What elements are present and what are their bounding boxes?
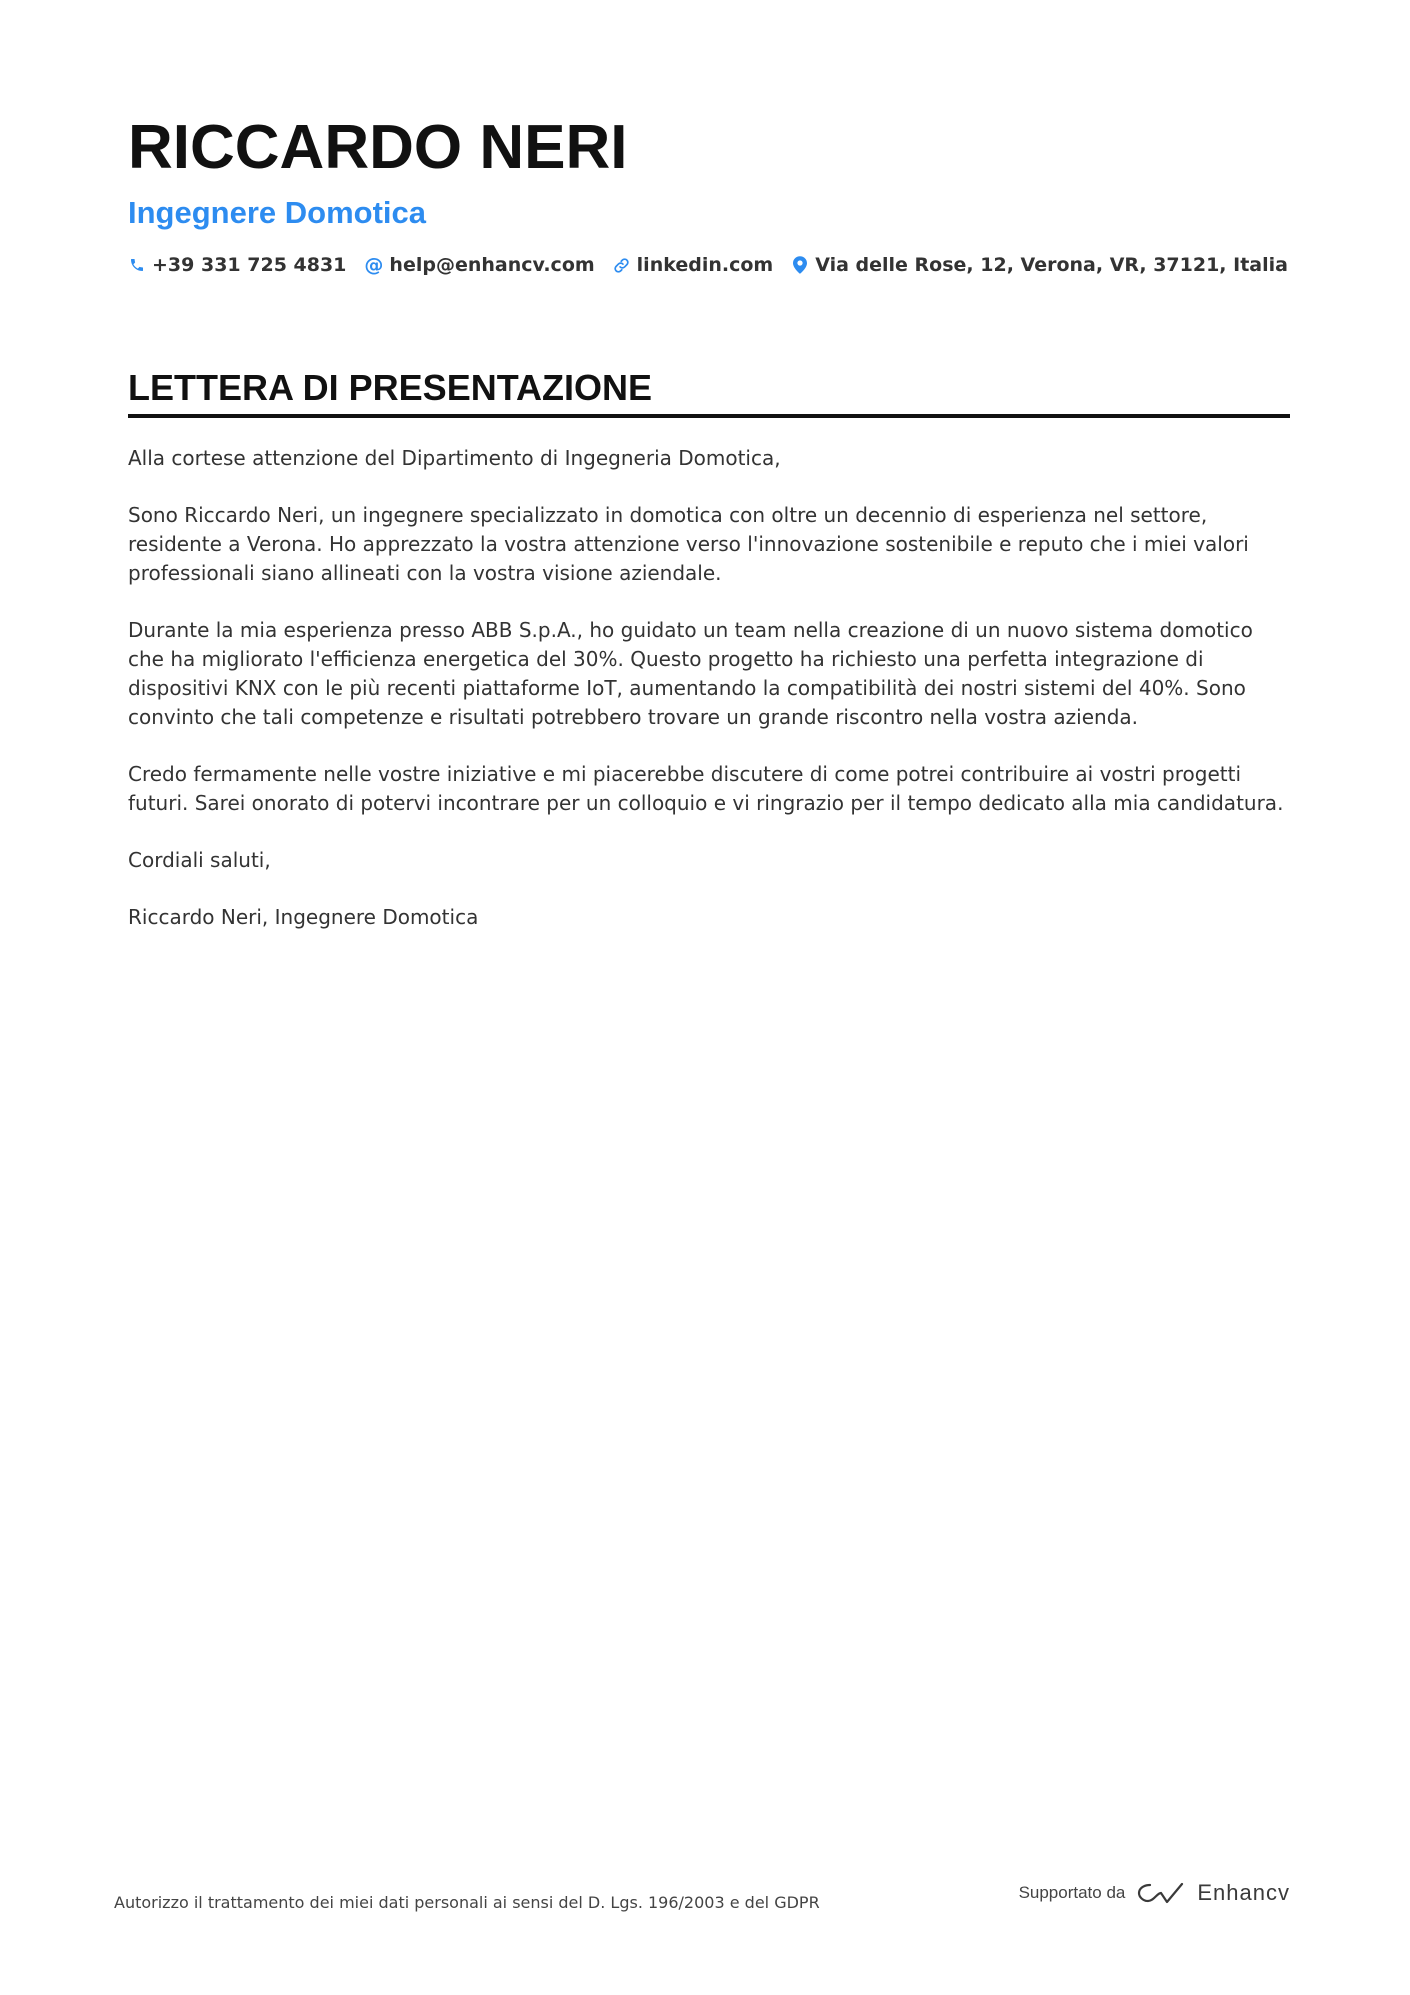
letter-closing: Cordiali saluti, bbox=[128, 848, 271, 872]
powered-by-label: Supportato da bbox=[1018, 1883, 1126, 1902]
contact-bar bbox=[128, 254, 1290, 276]
phone-icon bbox=[128, 256, 146, 274]
section-divider bbox=[128, 414, 1290, 418]
letter-paragraph: Sono Riccardo Neri, un ingegnere specializzato in domotica con oltre un decennio di esperienza nel settore, residente a Verona. Ho apprezzato la vostra attenzione verso l'innovazione sostenibile e reputo che i miei valori professionali siano allineati con la vostra visione aziendale. bbox=[128, 503, 1249, 585]
address-text: Via delle Rose, 12, Verona, VR, 37121, Italia bbox=[815, 254, 1288, 276]
cover-letter-section bbox=[128, 366, 1290, 960]
letter-body bbox=[128, 444, 1290, 932]
link-icon bbox=[613, 256, 631, 274]
website-text[interactable]: linkedin.com bbox=[636, 254, 774, 276]
letter-paragraph: Durante la mia esperienza presso ABB S.p.A., ho guidato un team nella creazione di un nuovo sistema domotico che ha migliorato l'efficienza energetica del 30%. Questo progetto ha richiesto una perfetta integrazione di dispositivi KNX con le più recenti piattaforme IoT, aumentando la compatibilità dei nostri sistemi del 40%. Sono convinto che tali competenze e risultati potrebbero trovare un grande riscontro nella vostra azienda. bbox=[128, 618, 1253, 729]
contact-address bbox=[791, 254, 1288, 276]
email-text[interactable]: help@enhancv.com bbox=[389, 254, 595, 276]
letter-paragraph: Credo fermamente nelle vostre iniziative e mi piacerebbe discutere di come potrei contribuire ai vostri progetti futuri. Sarei onorato di potervi incontrare per un colloquio e vi ringrazio per il tempo dedicato alla mia candidatura. bbox=[128, 762, 1284, 815]
candidate-role: Ingegnere Domotica bbox=[128, 195, 426, 230]
phone-text: +39 331 725 4831 bbox=[152, 254, 347, 276]
brand-name[interactable]: Enhancv bbox=[1197, 1880, 1290, 1905]
section-title: LETTERA DI PRESENTAZIONE bbox=[128, 367, 653, 408]
candidate-name: RICCARDO NERI bbox=[128, 113, 628, 182]
at-icon: @ bbox=[364, 253, 384, 276]
contact-email[interactable] bbox=[364, 254, 594, 276]
letter-greeting: Alla cortese attenzione del Dipartimento di Ingegneria Domotica, bbox=[128, 446, 781, 470]
header bbox=[128, 108, 1290, 276]
powered-by[interactable] bbox=[1019, 1880, 1290, 1906]
location-pin-icon bbox=[791, 256, 809, 274]
enhancv-logo-icon bbox=[1137, 1880, 1185, 1906]
consent-notice: Autorizzo il trattamento dei miei dati personali ai sensi del D. Lgs. 196/2003 e del GDPR bbox=[114, 1893, 820, 1912]
contact-website[interactable] bbox=[613, 254, 774, 276]
letter-signature: Riccardo Neri, Ingegnere Domotica bbox=[128, 905, 479, 929]
contact-phone bbox=[128, 254, 346, 276]
